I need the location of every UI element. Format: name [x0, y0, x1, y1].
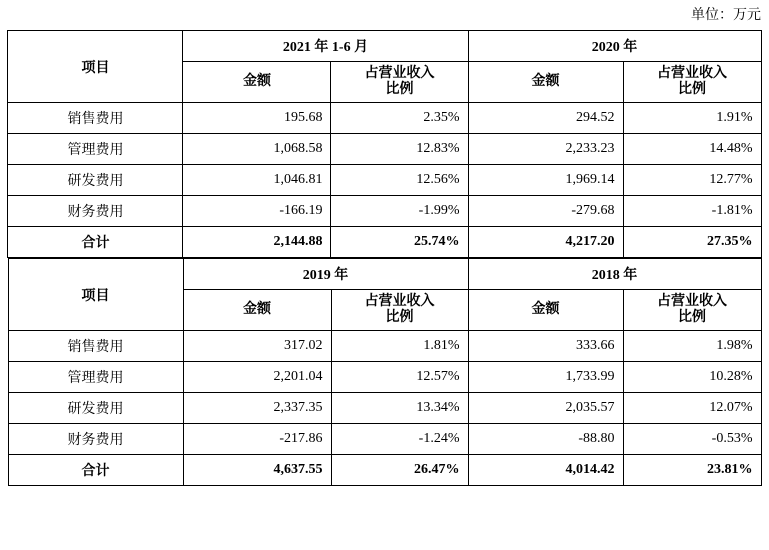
cell-amount-2: 1,969.14 [468, 165, 623, 196]
header-period-2: 2020 年 [468, 31, 761, 62]
expense-table-2019-2018 [8, 258, 762, 486]
total-amount-1: 2,144.88 [183, 227, 331, 258]
header-ratio-2 [623, 290, 761, 331]
cell-ratio-2: 12.07% [623, 393, 761, 424]
table-row [8, 103, 761, 134]
cell-ratio-1: 1.81% [331, 331, 468, 362]
cell-amount-2: -88.80 [468, 424, 623, 455]
cell-ratio-2: 10.28% [623, 362, 761, 393]
cell-amount-2: -279.68 [468, 196, 623, 227]
unit-note: 单位：万元 [691, 8, 761, 23]
cell-ratio-2: 12.77% [623, 165, 761, 196]
cell-ratio-2: -1.81% [623, 196, 761, 227]
header-period-2: 2018 年 [468, 259, 761, 290]
header-amount-1: 金额 [183, 62, 331, 103]
total-amount-1: 4,637.55 [183, 455, 331, 486]
row-label: 销售费用 [8, 103, 183, 134]
header-ratio-2-line2: 比例 [678, 310, 706, 326]
cell-ratio-2: -0.53% [623, 424, 761, 455]
cell-ratio-2: 1.98% [623, 331, 761, 362]
table-row [8, 424, 761, 455]
total-amount-2: 4,014.42 [468, 455, 623, 486]
table-row [8, 362, 761, 393]
table-total-row [8, 455, 761, 486]
cell-ratio-1: 2.35% [331, 103, 468, 134]
header-period-1: 2019 年 [183, 259, 468, 290]
table-row [8, 134, 761, 165]
table-header-row-periods [8, 31, 761, 62]
header-ratio-1-line2: 比例 [385, 310, 414, 326]
row-label: 财务费用 [8, 424, 183, 455]
cell-ratio-1: -1.24% [331, 424, 468, 455]
table-row [8, 196, 761, 227]
cell-amount-1: 1,046.81 [183, 165, 331, 196]
row-label: 财务费用 [8, 196, 183, 227]
cell-amount-2: 1,733.99 [468, 362, 623, 393]
header-ratio-1-line1: 占营业收入 [364, 66, 435, 81]
cell-amount-1: 317.02 [183, 331, 331, 362]
expense-table-2021h1-2020 [7, 30, 761, 258]
row-label: 管理费用 [8, 134, 183, 165]
table-total-row [8, 227, 761, 258]
header-amount-2: 金额 [468, 62, 623, 103]
cell-ratio-1: 12.83% [331, 134, 468, 165]
total-ratio-2: 27.35% [623, 227, 761, 258]
header-ratio-1-line2: 比例 [385, 82, 414, 98]
cell-ratio-2: 1.91% [623, 103, 761, 134]
header-item-label: 项目 [8, 31, 183, 103]
header-period-1: 2021 年 1-6 月 [183, 31, 468, 62]
cell-amount-1: -166.19 [183, 196, 331, 227]
cell-amount-1: 2,201.04 [183, 362, 331, 393]
header-ratio-1-line1: 占营业收入 [364, 294, 435, 310]
header-ratio-1 [331, 290, 468, 331]
table-row [8, 165, 761, 196]
header-ratio-1 [331, 62, 468, 103]
header-ratio-2-line1: 占营业收入 [657, 294, 727, 310]
total-label: 合计 [8, 227, 183, 258]
cell-amount-2: 2,035.57 [468, 393, 623, 424]
row-label: 销售费用 [8, 331, 183, 362]
cell-amount-2: 294.52 [468, 103, 623, 134]
row-label: 管理费用 [8, 362, 183, 393]
cell-amount-2: 333.66 [468, 331, 623, 362]
header-item-label: 项目 [8, 259, 183, 331]
total-ratio-2: 23.81% [623, 455, 761, 486]
total-amount-2: 4,217.20 [468, 227, 623, 258]
header-amount-2: 金额 [468, 290, 623, 331]
cell-ratio-1: 12.56% [331, 165, 468, 196]
header-ratio-2-line2: 比例 [678, 82, 706, 98]
cell-amount-1: 195.68 [183, 103, 331, 134]
total-label: 合计 [8, 455, 183, 486]
cell-ratio-1: -1.99% [331, 196, 468, 227]
header-ratio-2 [623, 62, 761, 103]
header-ratio-2-line1: 占营业收入 [657, 66, 727, 81]
cell-amount-1: -217.86 [183, 424, 331, 455]
total-ratio-1: 25.74% [331, 227, 468, 258]
cell-ratio-2: 14.48% [623, 134, 761, 165]
cell-ratio-1: 13.34% [331, 393, 468, 424]
cell-amount-2: 2,233.23 [468, 134, 623, 165]
table-row [8, 393, 761, 424]
header-amount-1: 金额 [183, 290, 331, 331]
total-ratio-1: 26.47% [331, 455, 468, 486]
cell-amount-1: 1,068.58 [183, 134, 331, 165]
row-label: 研发费用 [8, 393, 183, 424]
table-row [8, 331, 761, 362]
cell-amount-1: 2,337.35 [183, 393, 331, 424]
row-label: 研发费用 [8, 165, 183, 196]
cell-ratio-1: 12.57% [331, 362, 468, 393]
table-header-row-periods [8, 259, 761, 290]
